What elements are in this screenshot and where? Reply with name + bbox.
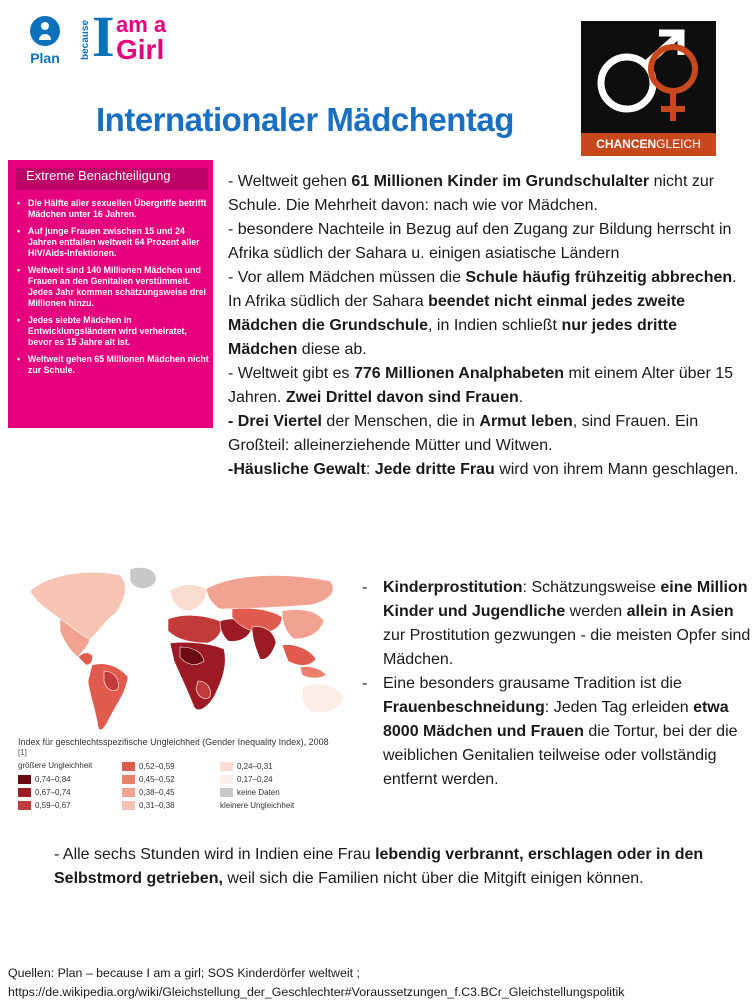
map-caption: Index für geschlechtsspezifische Ungleichheit (Gender Inequality Index), 2008 <box>18 737 329 747</box>
girl-text: Girl <box>116 34 165 65</box>
legend-swatch <box>220 775 233 784</box>
plan-logo <box>16 16 74 68</box>
paragraph-gewalt: -Häusliche Gewalt: Jede dritte Frau wird von ihrem Mann geschlagen. <box>228 461 739 478</box>
list-item-kinderprostitution: - Kinderprostitution: Schätzungsweise eine Million Kinder und Jugendliche werden allein in Asien zur Prostitution gezwungen - die meisten Opfer sind Mädchen. <box>362 576 754 672</box>
plan-logo-text: Plan <box>30 50 60 66</box>
list-item: • Weltweit gehen 65 Millionen Mädchen nicht zur Schule. <box>16 354 212 376</box>
legend-swatch <box>220 788 233 797</box>
plan-logo-circle <box>30 16 60 46</box>
plan-figure-icon <box>36 20 54 42</box>
legend-item: 0,24–0,31 <box>220 762 273 771</box>
pink-box-title: Extreme Benachteiligung <box>16 168 208 190</box>
chancen-bold-text: CHANCEN <box>596 137 657 151</box>
chancengleich-logo <box>581 21 716 156</box>
gleich-light-text: GLEICH <box>656 137 701 151</box>
sources-line: Quellen: Plan – because I am a girl; SOS Kinderdörfer weltweit ; <box>8 966 360 980</box>
i-letter: I <box>92 4 115 69</box>
legend-item: 0,31–0,38 <box>122 801 175 810</box>
paragraph-bildung: - besondere Nachteile in Bezug auf den Zugang zur Bildung herrscht in Afrika südlich der Sahara u. einigen asiatische Ländern <box>228 221 732 262</box>
legend-swatch <box>122 762 135 771</box>
legend-item: 0,59–0,67 <box>18 801 71 810</box>
legend-item: kleinere Ungleichheit <box>220 801 295 810</box>
legend-item: 0,67–0,74 <box>18 788 71 797</box>
legend-swatch <box>122 801 135 810</box>
legend-swatch <box>220 762 233 771</box>
list-item: • Die Hälfte aller sexuellen Übergriffe betrifft Mädchen unter 16 Jahren. <box>16 198 212 220</box>
map-footnote: [1] <box>18 748 27 757</box>
legend-title: größere Ungleichheit <box>18 761 93 770</box>
sources-link[interactable]: https://de.wikipedia.org/wiki/Gleichstellung_der_Geschlechter#Voraussetzungen_f.C3.BCr_Gleichstellungspolitik <box>8 985 625 999</box>
world-map-image <box>20 561 354 741</box>
because-i-am-a-girl-logo <box>80 4 180 72</box>
main-text <box>228 170 748 482</box>
legend-swatch <box>122 788 135 797</box>
pink-box-list <box>16 198 212 382</box>
legend-swatch <box>18 801 31 810</box>
sources <box>8 964 754 1002</box>
list-item-frauenbeschneidung: - Eine besonders grausame Tradition ist die Frauenbeschneidung: Jeden Tag erleiden etwa 8000 Mädchen und Frauen die Tortur, bei der die weiblichen Genitalien teilweise oder vollständig entfernt werden. <box>362 672 754 792</box>
list-item: • Auf junge Frauen zwischen 15 und 24 Jahren entfallen weltweit 64 Prozent aller HIV/Aids-Infektionen. <box>16 226 212 259</box>
paragraph-schulabbruch: - Vor allem Mädchen müssen die Schule häufig frühzeitig abbrechen. In Afrika südlich der Sahara beendet nicht einmal jedes zweite Mädchen die Grundschule, in Indien schließt nur jedes dritte Mädchen diese ab. <box>228 269 737 358</box>
am-a-text: am a <box>116 12 167 37</box>
legend-item: 0,52–0,59 <box>122 762 175 771</box>
list-item: • Weltweit sind 140 Millionen Mädchen und Frauen an den Genitalien verstümmelt. Jedes Jahr kommen schätzungsweise drei Millionen hinzu. <box>16 265 212 309</box>
extreme-benachteiligung-box <box>8 160 213 428</box>
gender-inequality-map <box>16 557 356 821</box>
page-title: Internationaler Mädchentag <box>96 101 514 138</box>
legend-swatch <box>122 775 135 784</box>
legend-item: 0,45–0,52 <box>122 775 175 784</box>
legend-item: 0,38–0,45 <box>122 788 175 797</box>
list-item: • Jedes siebte Mädchen in Entwicklungsländern wird verheiratet, bevor es 15 Jahre alt ist. <box>16 315 212 348</box>
legend-swatch <box>18 788 31 797</box>
bottom-paragraph: - Alle sechs Stunden wird in Indien eine Frau lebendig verbrannt, erschlagen oder in den Selbstmord getrieben, weil sich die Familien nicht über die Mitgift einigen können. <box>54 846 704 887</box>
paragraph-schulbesuch: - Weltweit gehen 61 Millionen Kinder im Grundschulalter nicht zur Schule. Die Mehrheit davon: nach wie vor Mädchen. <box>228 173 715 214</box>
paragraph-analphabeten: - Weltweit gibt es 776 Millionen Analphabeten mit einem Alter über 15 Jahren. Zwei Drittel davon sind Frauen. <box>228 365 734 406</box>
legend-item: 0,74–0,84 <box>18 775 71 784</box>
paragraph-armut: - Drei Viertel der Menschen, die in Armut leben, sind Frauen. Ein Großteil: alleinerziehende Mütter und Witwen. <box>228 413 699 454</box>
legend-item: keine Daten <box>220 788 280 797</box>
chancengleich-text <box>581 137 716 151</box>
legend-item: 0,17–0,24 <box>220 775 273 784</box>
gender-symbols-icon <box>585 25 712 125</box>
because-text: because <box>80 19 91 60</box>
legend-swatch <box>18 775 31 784</box>
right-text-list <box>362 576 754 792</box>
